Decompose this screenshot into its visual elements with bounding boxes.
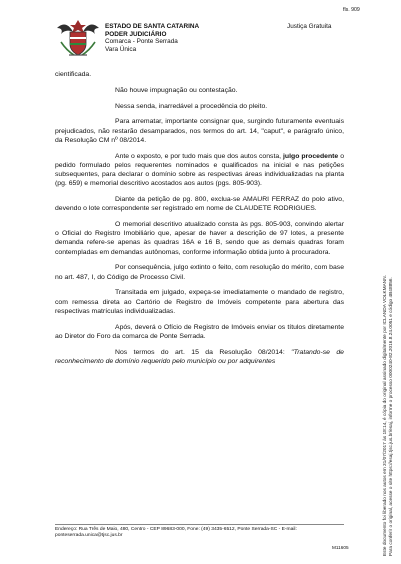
- court-header: [105, 23, 199, 53]
- footer-code: M11605: [332, 545, 349, 550]
- side-notice-line: Para conferir o original, acesse o site https://esaj.tjsc.jus.br/esaj, informe o processo 0000240-82.2016.8.24.0051 e código 4B48856.: [388, 277, 394, 556]
- side-notice-line: Este documento foi liberado nos autos em 31/07/2017 às 18:14, é cópia do original assinado digitalmente por ICLANDA VOLKMANN.: [383, 275, 388, 556]
- paragraph: [55, 348, 344, 366]
- header-vara: Vara Única: [105, 45, 137, 53]
- page-number: fls. 909: [343, 7, 360, 13]
- free-justice-label: Justiça Gratuita: [287, 23, 332, 30]
- header-comarca: Comarca - Ponte Serrada: [105, 38, 178, 46]
- footer-divider: [55, 524, 344, 525]
- paragraph: Por consequência, julgo extinto o feito, com resolução do mérito, com base no art. 487, I, do Código de Processo Civil.: [55, 264, 344, 281]
- footer-address: Endereço: Rua Três de Maio, 480, Centro - CEP 89683-000, Fone: (49) 3435-6512, Ponte Serrada-SC - E-mail: ponteserrada.unica@tjsc.jus.br: [55, 527, 297, 539]
- paragraph-text: o pedido formulado pelos requerentes nominados e qualificados na inicial e nas petições subsequentes, para declarar o domínio sobre as respectivas áreas individualizadas na planta (pg. 659) e memorial descritivo acostados aos autos (pgs. 805-903).: [55, 152, 344, 188]
- digital-signature-notice: [383, 176, 401, 556]
- paragraph: Nessa senda, inarredável a procedência do pleito.: [115, 102, 268, 110]
- header-judiciary: PODER JUDICIÁRIO: [105, 30, 167, 38]
- paragraph-emphasis: julgo procedente: [283, 152, 339, 160]
- paragraph: O memorial descritivo atualizado consta às pgs. 805-903, convindo alertar o Oficial do Registro Imobiliário que, apesar de haver a descrição de 97 lotes, a presente demanda refere-se apenas às quadras 16A e 16 B, sendo que as demais quadras foram contempladas em demandas autônomas, conforme informação obtida junto à procuradora.: [55, 221, 344, 256]
- paragraph-text: Ante o exposto, e por tudo mais que dos autos consta,: [115, 152, 284, 160]
- paragraph: Após, deverá o Ofício de Registro de Imóveis enviar os títulos diretamente ao Diretor do Foro da comarca de Ponte Serrada.: [55, 323, 344, 340]
- paragraph: cientificada.: [55, 71, 92, 78]
- paragraph-quote: "Tratando-se de reconhecimento de domínio requerido pelo município ou por adquirentes: [55, 348, 344, 365]
- paragraph: Diante da petição de pg. 800, exclua-se AMAURI FERRAZ do polo ativo, devendo o lote correspondente ser registrado em nome de CLAUDETE RODRIGUES.: [55, 196, 344, 213]
- paragraph: Transitada em julgado, expeça-se imediatamente o mandado de registro, com remessa direta ao Cartório de Registro de Imóveis competente para abertura das respectivas matrículas individualizadas.: [55, 289, 344, 315]
- paragraph: Para arrematar, importante consignar que, surgindo futuramente eventuais prejudicados, não restarão desamparados, nos termos do art. 14, "caput", e parágrafo único, da Resolução CM nº 08/2014.: [55, 118, 344, 144]
- decision-body: [55, 70, 344, 366]
- coat-of-arms-emblem: [55, 18, 101, 58]
- paragraph: [55, 152, 344, 189]
- paragraph: Não houve impugnação ou contestação.: [115, 86, 238, 94]
- paragraph-text: Nos termos do art. 15 da Resolução 08/2014:: [115, 348, 292, 356]
- header-state: ESTADO DE SANTA CATARINA: [105, 23, 200, 30]
